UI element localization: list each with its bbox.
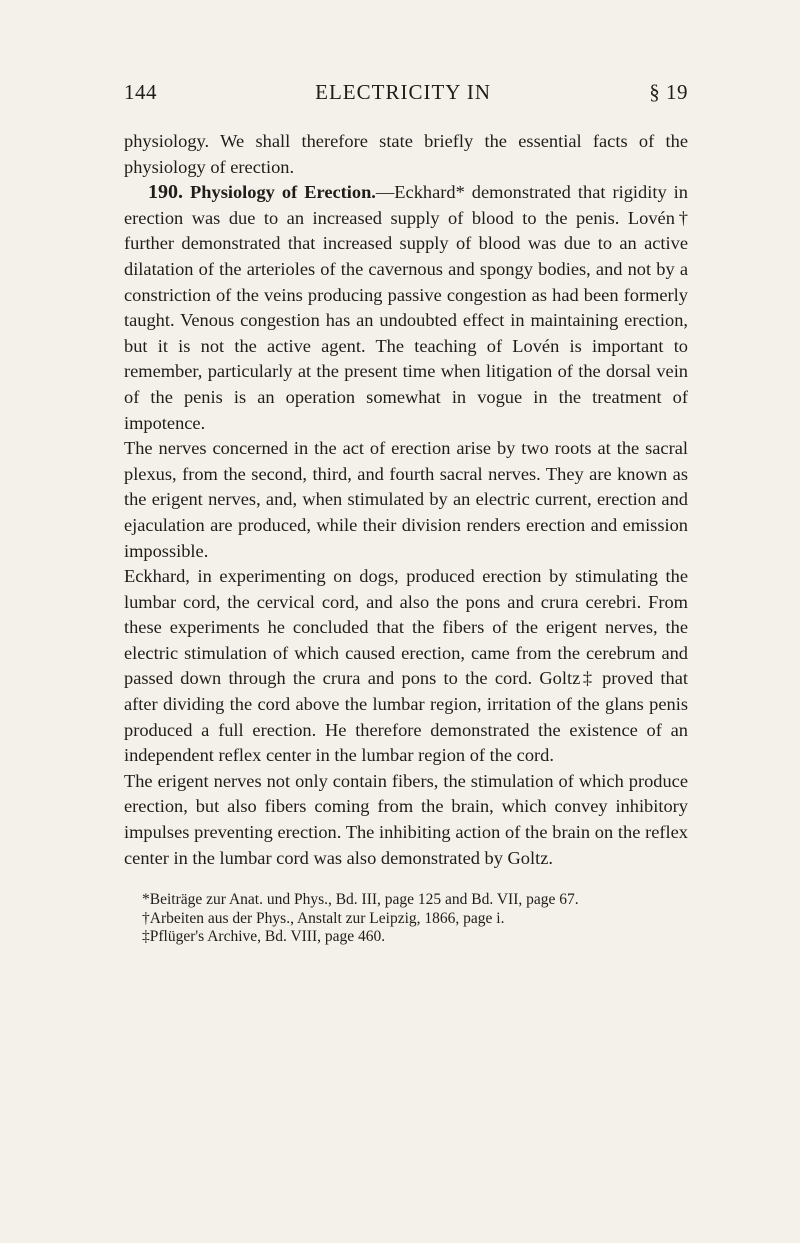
paragraph-text: —Eckhard* demonstrated that rigidity in erection was due to an increased supply of blood to the penis. Lovén† further demonstrated that increased supply of blood was due to an active dilatation of the arterioles of the cavernous and spongy bodies, and not by a constriction of the veins producing passive congestion as had been formerly taught. Venous congestion has an undoubted effect in maintaining erection, but it is not the active agent. The teaching of Lovén is important to remember, particularly at the present time when litigation of the dorsal vein of the penis is an operation somewhat in vogue in the treatment of impotence. [124, 182, 688, 433]
footnotes [124, 891, 688, 947]
footnote: ‡Pflüger's Archive, Bd. VIII, page 460. [142, 928, 386, 946]
section-number: 190. [148, 181, 183, 204]
intro-paragraph: physiology. We shall therefore state briefly the essential facts of the physiology of erection. [124, 131, 688, 177]
section-reference: § 19 [649, 80, 688, 104]
section-190-paragraph [124, 180, 688, 436]
footnote: *Beiträge zur Anat. und Phys., Bd. III, page 125 and Bd. VII, page 67. [142, 891, 579, 909]
main-text [124, 129, 688, 871]
paragraph-eckhard-experiments: Eckhard, in experimenting on dogs, produced erection by stimulating the lumbar cord, the cervical cord, and also the pons and crura cerebri. From these experiments he concluded that the fibers of the erigent nerves, the electric stimulation of which caused erection, came from the cerebrum and passed down through the crura and pons to the cord. Goltz‡ proved that after dividing the cord above the lumbar region, irritation of the glans penis produced a full erection. He therefore demonstrated the existence of an independent reflex center in the lumbar region of the cord. [124, 566, 688, 766]
paragraph-erigent-nerves: The nerves concerned in the act of erection arise by two roots at the sacral plexus, from the second, third, and fourth sacral nerves. They are known as the erigent nerves, and, when stimulated by an electric current, erection and ejaculation are produced, while their division renders erection and emission impossible. [124, 438, 688, 561]
paragraph-inhibitory-fibers: The erigent nerves not only contain fibers, the stimulation of which produce erection, but also fibers coming from the brain, which convey inhibitory impulses preventing erection. The inhibiting action of the brain on the reflex center in the lumbar cord was also demonstrated by Goltz. [124, 770, 688, 868]
page-number: 144 [124, 80, 157, 104]
footnote: †Arbeiten aus der Phys., Anstalt zur Leipzig, 1866, page i. [142, 909, 505, 927]
running-header [124, 80, 688, 105]
section-title: Physiology of Erection. [190, 182, 376, 203]
running-title: ELECTRICITY IN [315, 80, 492, 104]
